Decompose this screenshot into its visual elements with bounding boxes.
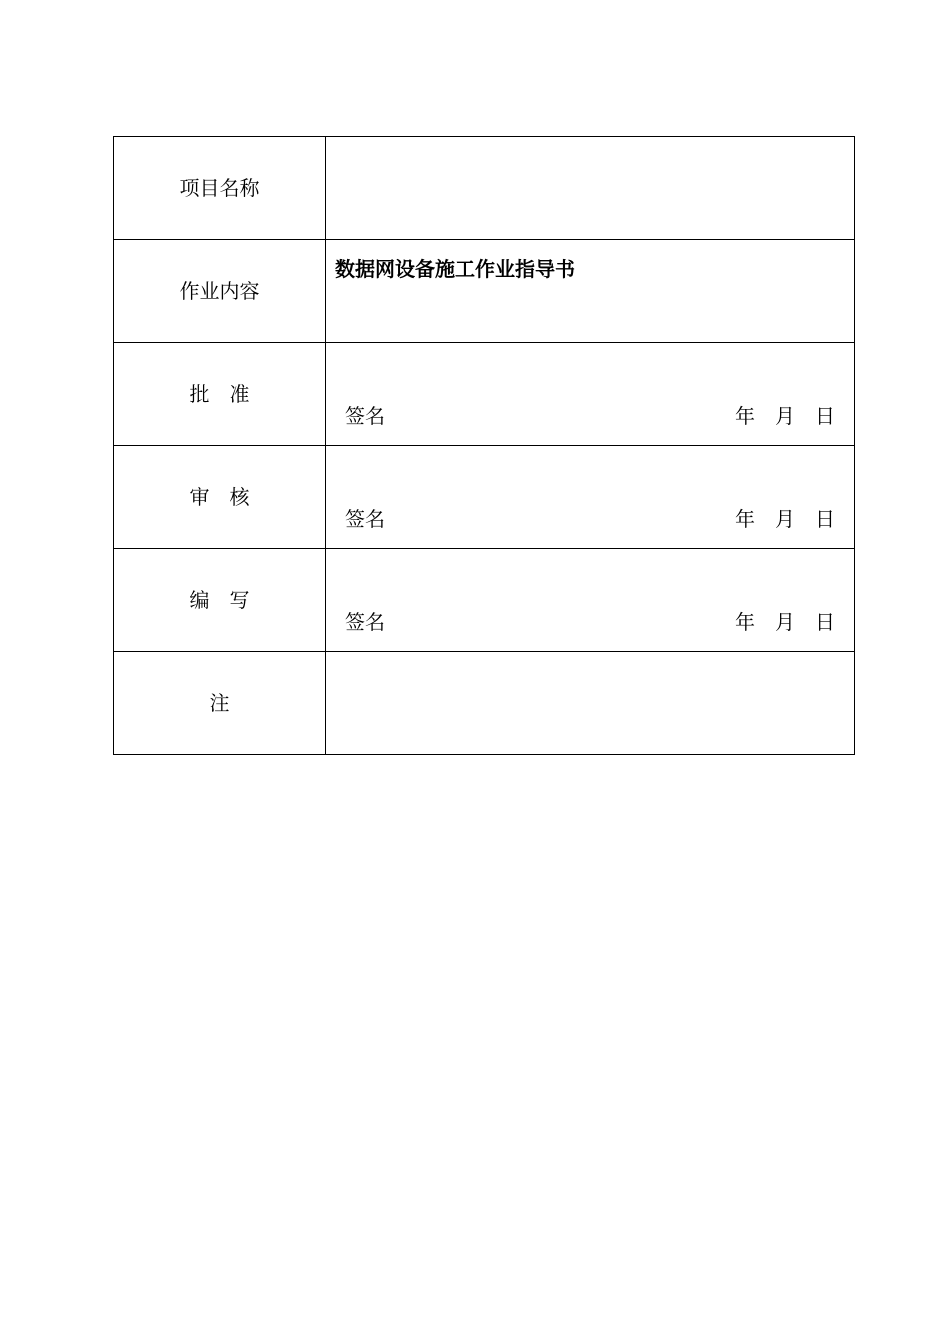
approve-month-label: 月 bbox=[775, 404, 795, 428]
work-content-label-cell bbox=[114, 240, 326, 343]
row-review bbox=[114, 446, 855, 549]
approve-signature-cell[interactable] bbox=[326, 343, 855, 446]
approve-label: 批 准 bbox=[189, 382, 250, 406]
approve-signature-label: 签名 bbox=[345, 404, 385, 428]
compile-month-label: 月 bbox=[775, 610, 795, 634]
compile-date bbox=[735, 609, 835, 635]
approve-day-label: 日 bbox=[815, 404, 835, 428]
approve-date bbox=[735, 403, 835, 429]
note-label-cell bbox=[114, 652, 326, 755]
row-compile bbox=[114, 549, 855, 652]
row-work-content bbox=[114, 240, 855, 343]
row-approve bbox=[114, 343, 855, 446]
approve-year-label: 年 bbox=[735, 404, 755, 428]
review-label-cell bbox=[114, 446, 326, 549]
review-day-label: 日 bbox=[815, 507, 835, 531]
review-date bbox=[735, 506, 835, 532]
note-value-cell[interactable] bbox=[326, 652, 855, 755]
row-project-name bbox=[114, 137, 855, 240]
work-content-label: 作业内容 bbox=[179, 279, 260, 303]
note-label: 注 bbox=[209, 691, 230, 715]
compile-signature-cell[interactable] bbox=[326, 549, 855, 652]
row-note bbox=[114, 652, 855, 755]
review-month-label: 月 bbox=[775, 507, 795, 531]
work-content-value-cell[interactable] bbox=[326, 240, 855, 343]
approval-form-table bbox=[113, 136, 855, 755]
project-name-value-cell[interactable] bbox=[326, 137, 855, 240]
work-content-value: 数据网设备施工作业指导书 bbox=[335, 257, 575, 281]
approve-label-cell bbox=[114, 343, 326, 446]
review-signature-cell[interactable] bbox=[326, 446, 855, 549]
project-name-label: 项目名称 bbox=[179, 176, 260, 200]
compile-signature-label: 签名 bbox=[345, 610, 385, 634]
compile-label: 编 写 bbox=[189, 588, 250, 612]
compile-label-cell bbox=[114, 549, 326, 652]
review-signature-label: 签名 bbox=[345, 507, 385, 531]
compile-year-label: 年 bbox=[735, 610, 755, 634]
compile-day-label: 日 bbox=[815, 610, 835, 634]
review-label: 审 核 bbox=[189, 485, 250, 509]
review-year-label: 年 bbox=[735, 507, 755, 531]
project-name-label-cell bbox=[114, 137, 326, 240]
